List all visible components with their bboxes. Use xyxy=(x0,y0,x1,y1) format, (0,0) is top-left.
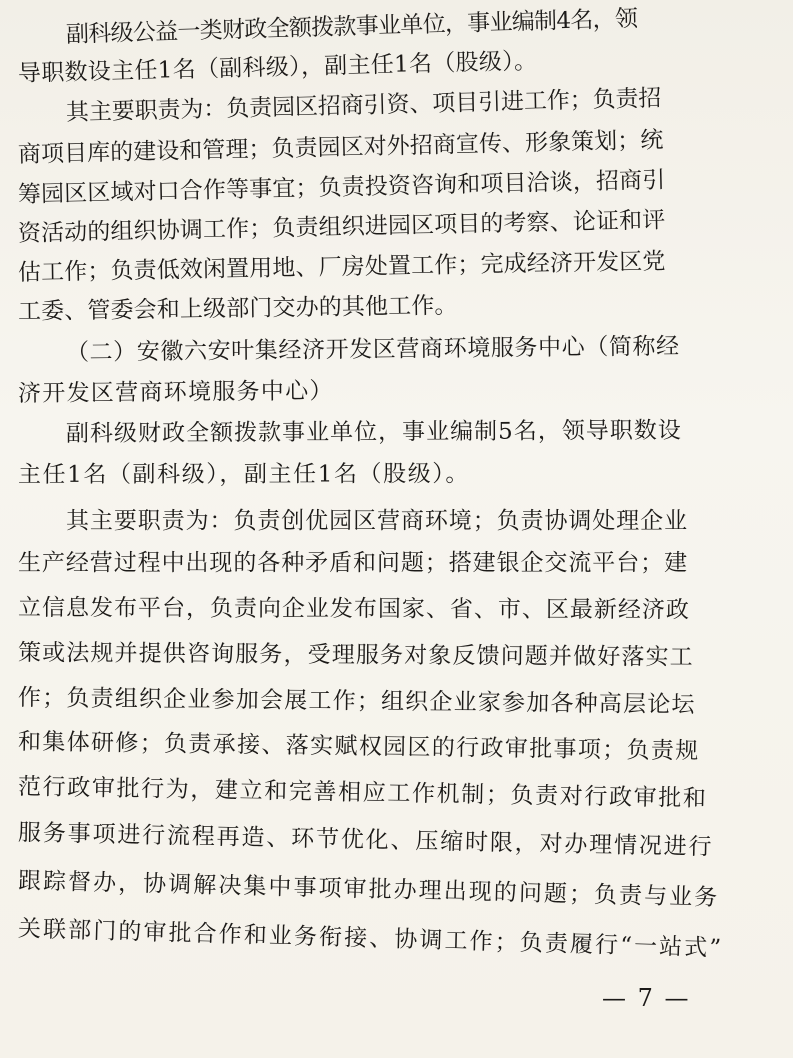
text-line: 济开发区营商环境服务中心） xyxy=(17,378,334,407)
text-line: 和集体研修；负责承接、落实赋权园区的行政审批事项；负责规 xyxy=(17,729,700,765)
text-line: 其主要职责为：负责园区招商引资、项目引进工作；负责招 xyxy=(65,85,662,126)
text-line: 关联部门的审批合作和业务衔接、协调工作；负责履行“一站式” xyxy=(17,916,724,962)
text-line: 立信息发布平台，负责向企业发布国家、省、市、区最新经济政 xyxy=(17,595,690,624)
text-line: 范行政审批行为，建立和完善相应工作机制；负责对行政审批和 xyxy=(17,774,708,813)
text-line: 跟踪督办，协调解决集中事项审批办理出现的问题；负责与业务 xyxy=(17,868,720,912)
text-line: 主任1名（副科级），副主任1名（股级）。 xyxy=(17,461,470,488)
text-line: 其主要职责为：负责创优园区营商环境；负责协调处理企业 xyxy=(66,508,688,534)
text-line: 商项目库的建设和管理；负责园区对外招商宣传、形象策划；统 xyxy=(17,127,664,168)
text-line: 副科级财政全额拨款事业单位，事业编制5名，领导职数设 xyxy=(65,417,682,447)
page-number: — 7 — xyxy=(602,984,691,1012)
text-line: 作；负责组织企业参加会展工作；组织企业家参加各种高层论坛 xyxy=(17,685,696,719)
text-line: 副科级公益一类财政全额拨款事业单位，事业编制4名，领 xyxy=(65,6,638,48)
text-line: （二）安徽六安叶集经济开发区营商环境服务中心（简称经 xyxy=(65,333,680,366)
text-line: 资活动的组织协调工作；负责组织进园区项目的考察、论证和评 xyxy=(17,207,666,247)
text-line: 服务事项进行流程再造、环节优化、压缩时限，对办理情况进行 xyxy=(17,820,714,861)
text-line: 策或法规并提供咨询服务，受理服务对象反馈问题并做好落实工 xyxy=(17,640,694,671)
text-line: 估工作；负责低效闲置用地、厂房处置工作；完成经济开发区党 xyxy=(17,248,666,286)
text-line: 工委、管委会和上级部门交办的其他工作。 xyxy=(17,292,458,325)
text-line: 筹园区区域对口合作等事宜；负责投资咨询和项目洽谈，招商引 xyxy=(17,167,666,208)
text-line: 导职数设主任1名（副科级），副主任1名（股级）。 xyxy=(17,48,538,87)
text-line: 生产经营过程中出现的各种矛盾和问题；搭建银企交流平台；建 xyxy=(18,550,688,576)
